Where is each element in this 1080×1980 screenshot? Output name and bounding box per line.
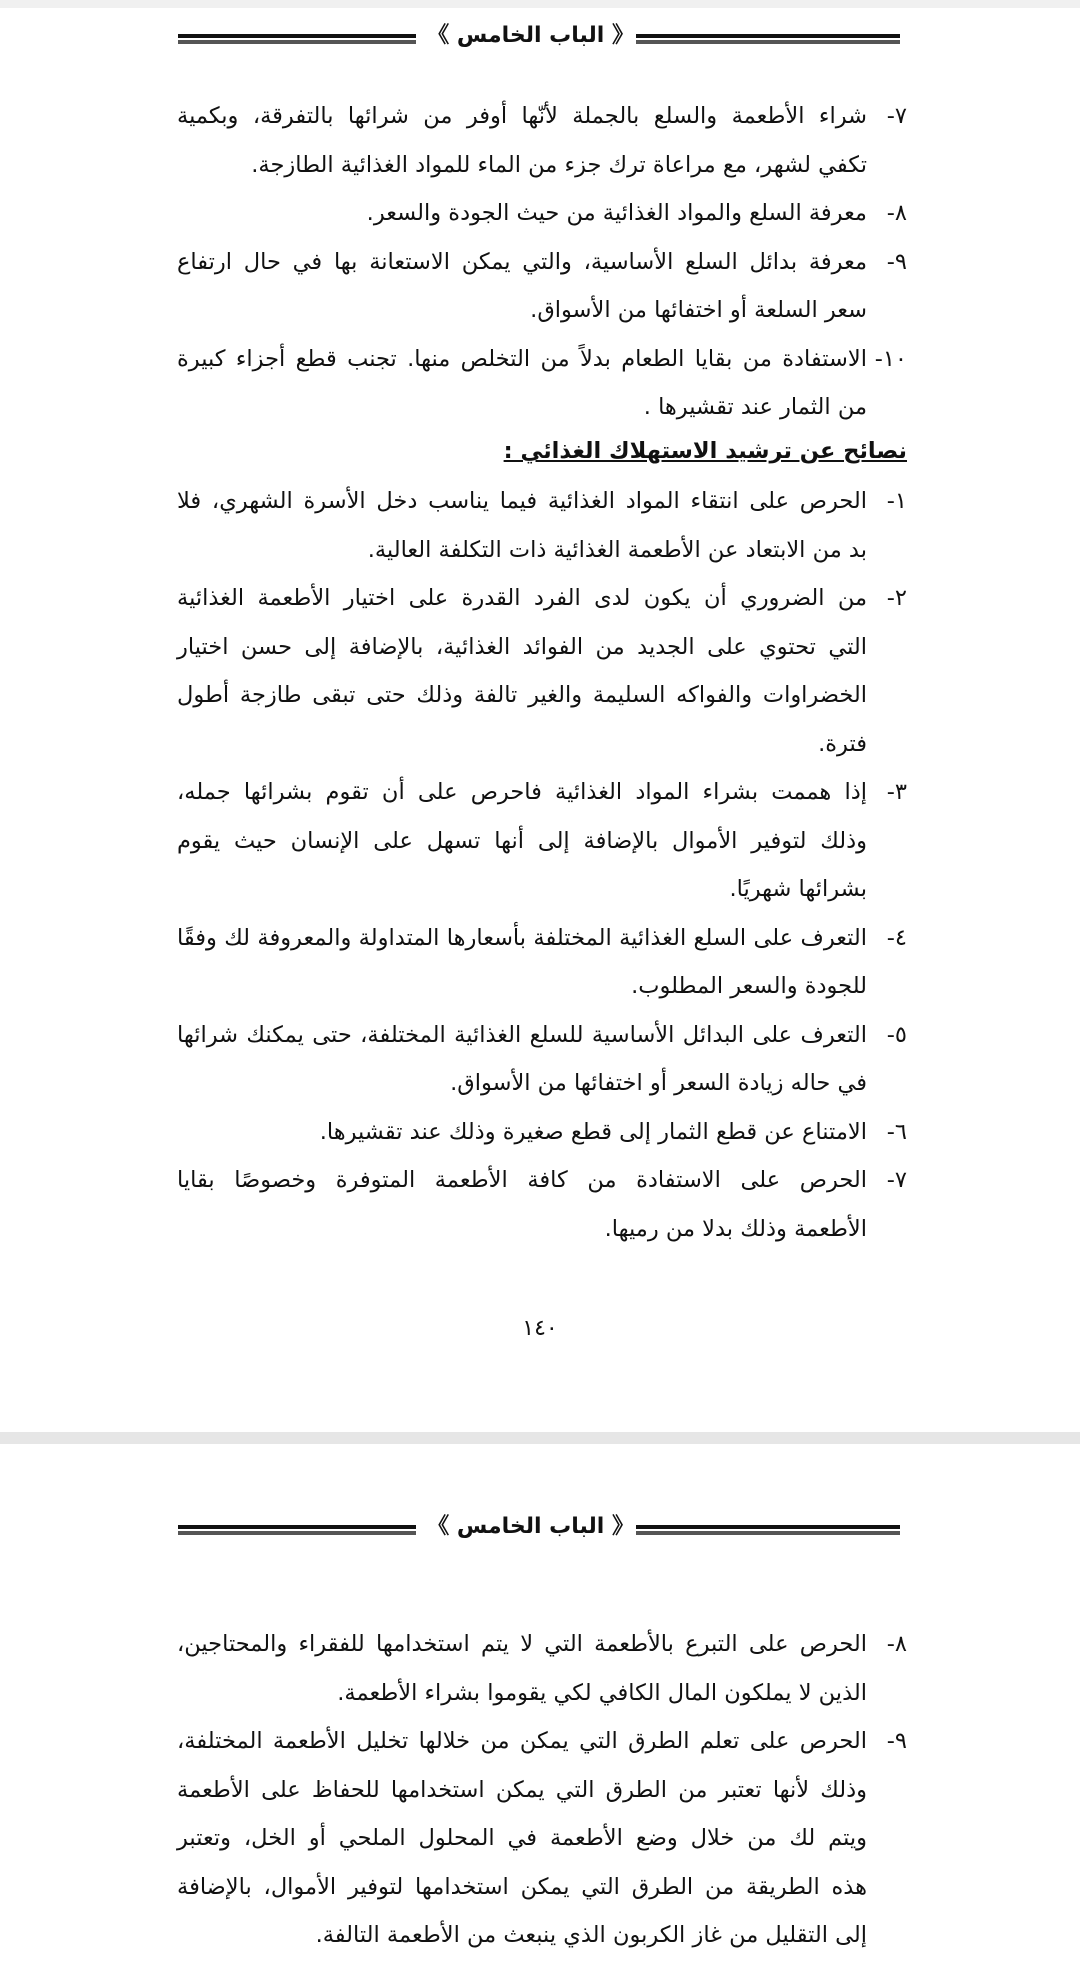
list-item-line bbox=[177, 962, 907, 1011]
item-text: إذا هممت بشراء المواد الغذائية فاحرص على أن تقوم بشرائها جمله، bbox=[177, 779, 867, 805]
item-text: وذلك لتوفير الأموال بالإضافة إلى أنها تسهل على الإنسان حيث يقوم bbox=[177, 827, 867, 854]
item-text: فترة. bbox=[818, 730, 867, 757]
item-text: الخضراوات والفواكه السليمة والغير تالفة وذلك حتى تبقى طازجة أطول bbox=[177, 682, 867, 708]
item-text: إلى التقليل من غاز الكربون الذي ينبعث من الأطعمة التالفة. bbox=[315, 1922, 867, 1948]
item-text: معرفة السلع والمواد الغذائية من حيث الجودة والسعر. bbox=[366, 200, 867, 226]
list-item-line bbox=[177, 1156, 907, 1205]
item-text: هذه الطريقة من الطرق التي يمكن استخدامها لتوفير الأموال، بالإضافة bbox=[177, 1873, 867, 1900]
list-item-line bbox=[177, 1205, 907, 1254]
item-text: من الثمار عند تقشيرها . bbox=[643, 394, 867, 420]
list-item-line bbox=[177, 1911, 907, 1960]
list-item-line bbox=[177, 1814, 907, 1863]
item-text: الذين لا يملكون المال الكافي لكي يقوموا بشراء الأطعمة. bbox=[337, 1679, 867, 1706]
chapter-header bbox=[178, 20, 900, 60]
item-text: التعرف على البدائل الأساسية للسلع الغذائية المختلفة، حتى يمكنك شرائها bbox=[177, 1021, 867, 1048]
item-text: تكفي لشهر، مع مراعاة ترك جزء من الماء للمواد الغذائية الطازجة. bbox=[251, 151, 867, 178]
item-text: في حاله زيادة السعر أو اختفائها من الأسواق. bbox=[450, 1070, 867, 1096]
chapter-header-page2 bbox=[178, 1511, 900, 1551]
list-item-line bbox=[177, 914, 907, 963]
item-text: سعر السلعة أو اختفائها من الأسواق. bbox=[530, 297, 867, 323]
list-item-line bbox=[177, 1669, 907, 1718]
header-rule-right bbox=[636, 34, 900, 40]
page1-list-top bbox=[177, 92, 907, 432]
list-item-line bbox=[177, 768, 907, 817]
item-number: ١٠- bbox=[874, 345, 907, 372]
item-number: ١- bbox=[886, 488, 907, 514]
item-text: التي تحتوي على الجديد من الفوائد الغذائية، بالإضافة إلى حسن اختيار bbox=[177, 633, 867, 660]
chapter-title: 《 الباب الخامس 》 bbox=[427, 23, 634, 48]
list-item-line bbox=[177, 671, 907, 720]
page-separator bbox=[0, 1432, 1080, 1444]
item-number: ٢- bbox=[886, 585, 907, 611]
list-item-line bbox=[177, 817, 907, 866]
section-heading-block bbox=[177, 427, 907, 476]
list-item-line bbox=[177, 477, 907, 526]
item-text: بد من الابتعاد عن الأطعمة الغذائية ذات التكلفة العالية. bbox=[367, 536, 867, 563]
item-text: الحرص على التبرع بالأطعمة التي لا يتم استخدامها للفقراء والمحتاجين، bbox=[177, 1631, 867, 1657]
item-text: ويتم لك من خلال وضع الأطعمة في المحلول الملحي أو الخل، وتعتبر bbox=[177, 1825, 867, 1851]
list-item-line bbox=[177, 574, 907, 623]
list-item-line bbox=[177, 238, 907, 287]
list-item-line bbox=[177, 865, 907, 914]
item-text: معرفة بدائل السلع الأساسية، والتي يمكن الاستعانة بها في حال ارتفاع bbox=[177, 248, 867, 275]
header-rule-left bbox=[178, 34, 416, 40]
item-text: الحرص على تعلم الطرق التي يمكن من خلالها تخليل الأطعمة المختلفة، bbox=[177, 1728, 867, 1754]
list-item-line bbox=[177, 1863, 907, 1912]
list-item-line bbox=[177, 189, 907, 238]
item-number: ٩- bbox=[886, 1728, 907, 1754]
item-number: ٨- bbox=[886, 1631, 907, 1657]
item-number: ٧- bbox=[886, 103, 907, 129]
list-item-line bbox=[177, 92, 907, 141]
page-number: ١٤٠ bbox=[522, 1316, 558, 1341]
chapter-title: 《 الباب الخامس 》 bbox=[427, 1514, 634, 1539]
item-text: بشرائها شهريًا. bbox=[729, 876, 867, 902]
item-text: الأطعمة وذلك بدلا من رميها. bbox=[604, 1215, 867, 1242]
item-text: شراء الأطعمة والسلع بالجملة لأنّها أوفر من شرائها بالتفرقة، وبكمية bbox=[177, 103, 867, 129]
item-number: ٣- bbox=[886, 779, 907, 805]
item-text: التعرف على السلع الغذائية المختلفة بأسعارها المتداولة والمعروفة لك وفقًا bbox=[177, 924, 867, 951]
header-rule-right bbox=[636, 1525, 900, 1531]
page1-list-tips bbox=[177, 477, 907, 1253]
list-item-line bbox=[177, 1620, 907, 1669]
item-text: الامتناع عن قطع الثمار إلى قطع صغيرة وذلك عند تقشيرها. bbox=[319, 1118, 867, 1145]
item-number: ٤- bbox=[886, 924, 907, 951]
item-text: الاستفادة من بقايا الطعام بدلاً من التخلص منها. تجنب قطع أجزاء كبيرة bbox=[177, 345, 867, 372]
list-item-line bbox=[177, 623, 907, 672]
list-item-line bbox=[177, 286, 907, 335]
list-item-line bbox=[177, 1717, 907, 1766]
item-number: ٧- bbox=[886, 1167, 907, 1193]
item-number: ٦- bbox=[886, 1118, 907, 1145]
item-text: من الضروري أن يكون لدى الفرد القدرة على اختيار الأطعمة الغذائية bbox=[177, 585, 867, 611]
list-item-line bbox=[177, 1011, 907, 1060]
item-number: ٥- bbox=[886, 1021, 907, 1048]
section-heading: نصائح عن ترشيد الاستهلاك الغذائي : bbox=[503, 438, 907, 464]
list-item-line bbox=[177, 335, 907, 384]
page2-list bbox=[177, 1620, 907, 1960]
header-rule-left bbox=[178, 1525, 416, 1531]
item-text: للجودة والسعر المطلوب. bbox=[631, 973, 867, 999]
item-number: ٨- bbox=[886, 200, 907, 226]
list-item-line bbox=[177, 1059, 907, 1108]
item-text: الحرص على الاستفادة من كافة الأطعمة المتوفرة وخصوصًا بقايا bbox=[177, 1167, 867, 1193]
item-text: الحرص على انتقاء المواد الغذائية فيما يناسب دخل الأسرة الشهري، فلا bbox=[177, 488, 867, 514]
list-item-line bbox=[177, 720, 907, 769]
item-text: وذلك لأنها تعتبر من الطرق التي يمكن استخدامها للحفاظ على الأطعمة bbox=[177, 1776, 867, 1803]
list-item-line bbox=[177, 1766, 907, 1815]
list-item-line bbox=[177, 1108, 907, 1157]
item-number: ٩- bbox=[886, 248, 907, 275]
list-item-line bbox=[177, 141, 907, 190]
viewer-top-edge bbox=[0, 0, 1080, 8]
list-item-line bbox=[177, 526, 907, 575]
list-item-line bbox=[177, 383, 907, 432]
